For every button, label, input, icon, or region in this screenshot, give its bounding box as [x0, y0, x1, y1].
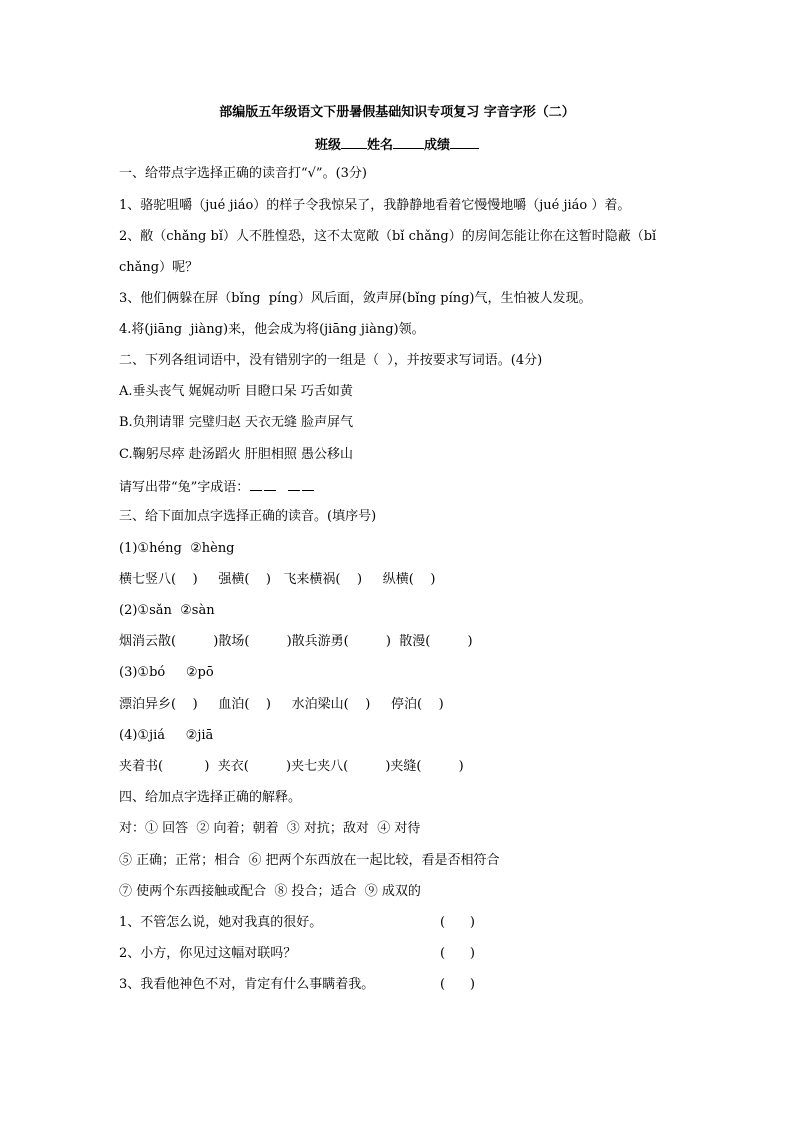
section4-heading: 四、给加点字选择正确的解释。: [119, 790, 302, 805]
section2-write-line: [119, 477, 315, 497]
section3-heading: 三、给下面加点字选择正确的读音。(填序号): [119, 509, 377, 524]
section3-group2-words: 烟消云散( )散场( )散兵游勇( ) 散漫( ): [119, 634, 473, 649]
score-blank[interactable]: [450, 135, 479, 149]
section2-option-a: A.垂头丧气 娓娓动听 目瞪口呆 巧舌如黄: [119, 384, 353, 399]
section3-group3-options: (3)①bó ②pō: [119, 665, 214, 680]
page-title: 部编版五年级语文下册暑假基础知识专项复习 字音字形（二）: [219, 105, 575, 120]
write-prompt: 请写出带“兔”字成语：: [119, 480, 250, 495]
section4-definitions-1: 对：① 回答 ② 向着；朝着 ③ 对抗；敌对 ④ 对待: [119, 821, 421, 836]
answer-paren-2[interactable]: ( ): [440, 946, 475, 961]
section1-question-4: 4.将(jiāng jiàng)来，他会成为将(jiāng jiàng)领。: [119, 322, 425, 337]
class-label: 班级: [314, 138, 341, 153]
section2-option-b: B.负荆请罪 完璧归赵 天衣无缝 脸声屏气: [119, 415, 354, 430]
name-blank[interactable]: [393, 135, 424, 149]
answer-blank-2a[interactable]: [288, 477, 300, 491]
answer-blank-1a[interactable]: [250, 477, 262, 491]
answer-blank-1b[interactable]: [264, 477, 276, 491]
name-label: 姓名: [366, 138, 393, 153]
section4-definitions-2: ⑤ 正确；正常；相合 ⑥ 把两个东西放在一起比较，看是否相符合: [119, 853, 500, 868]
section1-question-3: 3、他们俩躲在屏（bǐng píng）风后面，敛声屏(bǐng píng)气，生怕被人发现。: [119, 291, 592, 306]
answer-paren-3[interactable]: ( ): [440, 977, 475, 992]
section3-group4-options: (4)①jiá ②jiā: [119, 728, 214, 743]
section3-group4-words: 夹着书( ) 夹衣( )夹七夹八( )夹缝( ): [119, 759, 464, 774]
section3-group3-words: 漂泊异乡( ) 血泊( ) 水泊梁山( ) 停泊( ): [119, 697, 444, 712]
section4-definitions-3: ⑦ 使两个东西接触或配合 ⑧ 投合；适合 ⑨ 成双的: [119, 884, 421, 899]
section2-heading: 二、下列各组词语中，没有错别字的一组是（ ），并按要求写词语。(4分): [119, 353, 543, 368]
section4-sentence-3: 3、我看他神色不对，肯定有什么事瞒着我。: [119, 977, 375, 992]
section2-option-c: C.鞠躬尽瘁 赴汤蹈火 肝胆相照 愚公移山: [119, 447, 354, 462]
section3-group1-words: 横七竖八( ) 强横( ) 飞来横祸( ) 纵横( ): [119, 572, 436, 587]
section3-group2-options: (2)①sǎn ②sàn: [119, 603, 215, 618]
answer-blank-2b[interactable]: [302, 477, 314, 491]
section3-group1-options: (1)①héng ②hèng: [119, 541, 235, 556]
student-info-line: [0, 135, 794, 155]
score-label: 成绩: [424, 138, 451, 153]
section1-question-2b: chǎng）呢？: [119, 260, 199, 275]
answer-paren-1[interactable]: ( ): [440, 915, 475, 930]
section4-sentence-2: 2、小方，你见过这幅对联吗？: [119, 946, 297, 961]
class-blank[interactable]: [341, 135, 367, 149]
section1-question-2a: 2、敝（chǎng bǐ）人不胜惶恐，这不太宽敞（bǐ chǎng）的房间怎能让你在这暂时隐蔽（bǐ: [119, 229, 657, 244]
section1-heading: 一、给带点字选择正确的读音打“√”。(3分): [119, 166, 367, 181]
section1-question-1: 1、骆驼咀嚼（jué jiáo）的样子令我惊呆了，我静静地看着它慢慢地嚼（jué jiáo ）着。: [119, 198, 631, 213]
section4-sentence-1: 1、不管怎么说，她对我真的很好。: [119, 915, 323, 930]
